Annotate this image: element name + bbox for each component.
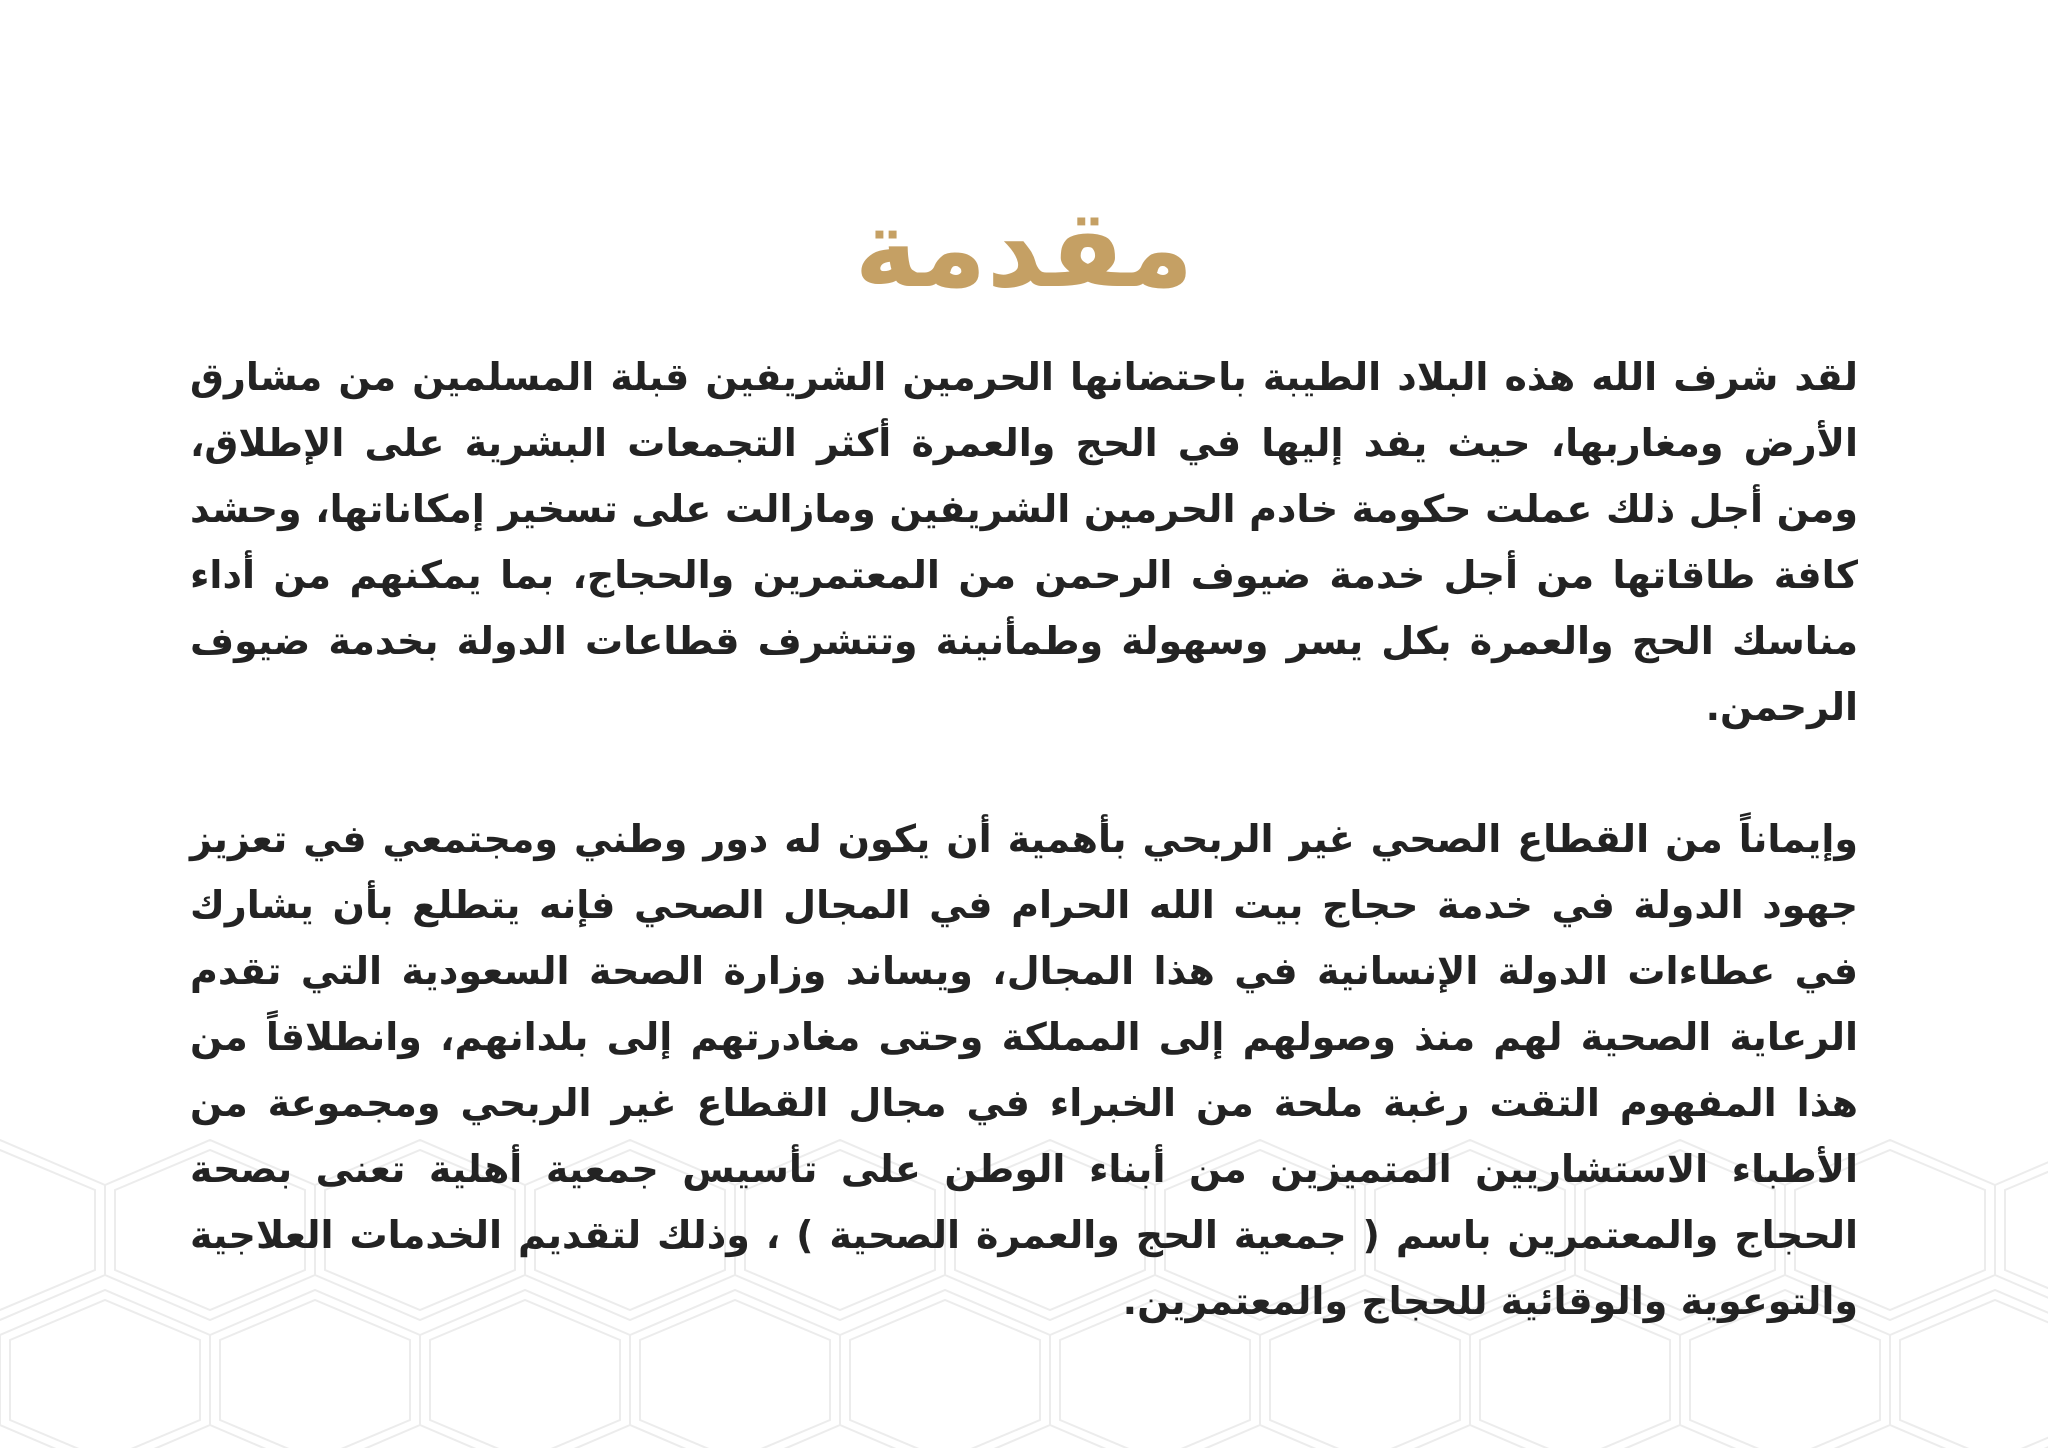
intro-paragraph-2: وإيماناً من القطاع الصحي غير الربحي بأهمية أن يكون له دور وطني ومجتمعي في تعزيز جهود الدولة في خدمة حجاج بيت الله الحرام في المجال الصحي فإنه يتطلع بأن يشارك في عطاءات الدولة الإنسانية في هذا المجال، ويساند وزارة الصحة السعودية التي تقدم الرعاية الصحية لهم منذ وصولهم إلى المملكة وحتى مغادرتهم إلى بلدانهم، وانطلاقاً من هذا المفهوم التقت رغبة ملحة من الخبراء في مجال القطاع غير الربحي ومجموعة من الأطباء الاستشاريين المتميزين من أبناء الوطن على تأسيس جمعية أهلية تعنى بصحة الحجاج والمعتمرين باسم ( جمعية الحج والعمرة الصحية ) ، وذلك لتقديم الخدمات العلاجية والتوعوية والوقائية للحجاج والمعتمرين. bbox=[190, 817, 1858, 1323]
intro-paragraph-1: لقد شرف الله هذه البلاد الطيبة باحتضانها الحرمين الشريفين قبلة المسلمين من مشارق الأرض ومغاربها، حيث يفد إليها في الحج والعمرة أكثر التجمعات البشرية على الإطلاق، ومن أجل ذلك عملت حكومة خادم الحرمين الشريفين ومازالت على تسخير إمكاناتها، وحشد كافة طاقاتها من أجل خدمة ضيوف الرحمن من المعتمرين والحجاج، بما يمكنهم من أداء مناسك الحج والعمرة بكل يسر وسهولة وطمأنينة وتتشرف قطاعات الدولة بخدمة ضيوف الرحمن. bbox=[190, 355, 1858, 729]
page-title: مقدمة bbox=[854, 187, 1194, 312]
main-content bbox=[190, 180, 1858, 1334]
